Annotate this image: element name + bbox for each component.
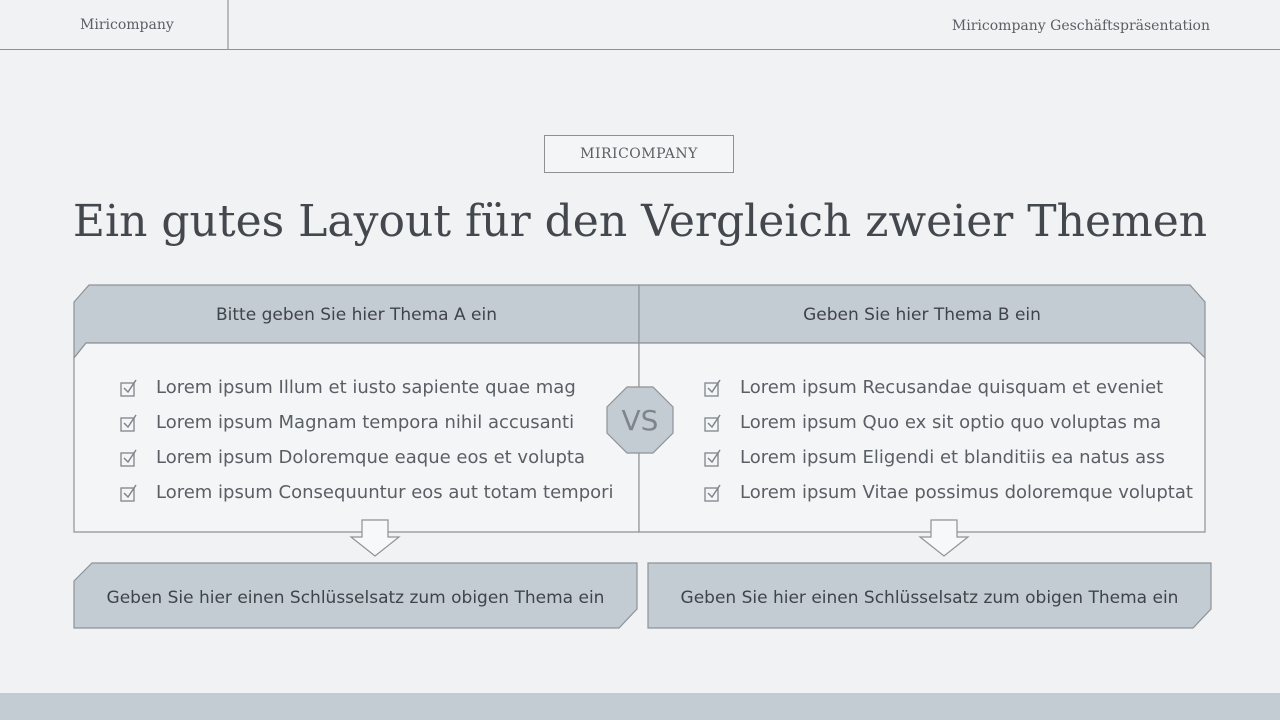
checkbox-checked-icon <box>704 414 722 432</box>
key-sentence-a: Geben Sie hier einen Schlüsselsatz zum obigen Thema ein <box>106 588 605 608</box>
topic-b-list <box>704 370 1193 510</box>
slide-title: Ein gutes Layout für den Vergleich zweier Themen <box>72 196 1208 247</box>
footer-band <box>0 693 1280 720</box>
checkbox-checked-icon <box>704 379 722 397</box>
presentation-title: Miricompany Geschäftspräsentation <box>951 18 1210 34</box>
company-tag: MIRICOMPANY <box>544 135 734 173</box>
list-item-text: Lorem ipsum Consequuntur eos aut totam tempori <box>156 482 614 503</box>
topic-b-label: Geben Sie hier Thema B ein <box>803 305 1041 325</box>
list-item <box>120 405 614 440</box>
list-item <box>704 475 1193 510</box>
checkbox-checked-icon <box>120 449 138 467</box>
list-item-text: Lorem ipsum Recusandae quisquam et eveniet <box>740 377 1164 398</box>
list-item-text: Lorem ipsum Vitae possimus doloremque voluptat <box>740 482 1193 503</box>
vs-badge: VS <box>621 403 659 437</box>
list-item <box>120 370 614 405</box>
checkbox-checked-icon <box>120 414 138 432</box>
list-item <box>704 440 1193 475</box>
list-item-text: Lorem ipsum Illum et iusto sapiente quae mag <box>156 377 576 398</box>
list-item-text: Lorem ipsum Quo ex sit optio quo voluptas ma <box>740 412 1162 433</box>
brand-name: Miricompany <box>80 17 174 33</box>
list-item <box>120 475 614 510</box>
list-item <box>704 370 1193 405</box>
list-item <box>704 405 1193 440</box>
checkbox-checked-icon <box>120 484 138 502</box>
topic-a-label: Bitte geben Sie hier Thema A ein <box>216 305 497 325</box>
checkbox-checked-icon <box>704 484 722 502</box>
list-item-text: Lorem ipsum Magnam tempora nihil accusanti <box>156 412 575 433</box>
checkbox-checked-icon <box>704 449 722 467</box>
list-item-text: Lorem ipsum Doloremque eaque eos et volupta <box>156 447 586 468</box>
list-item <box>120 440 614 475</box>
list-item-text: Lorem ipsum Eligendi et blanditiis ea natus ass <box>740 447 1165 468</box>
checkbox-checked-icon <box>120 379 138 397</box>
topic-a-list <box>120 370 614 510</box>
key-sentence-b: Geben Sie hier einen Schlüsselsatz zum obigen Thema ein <box>680 588 1179 608</box>
